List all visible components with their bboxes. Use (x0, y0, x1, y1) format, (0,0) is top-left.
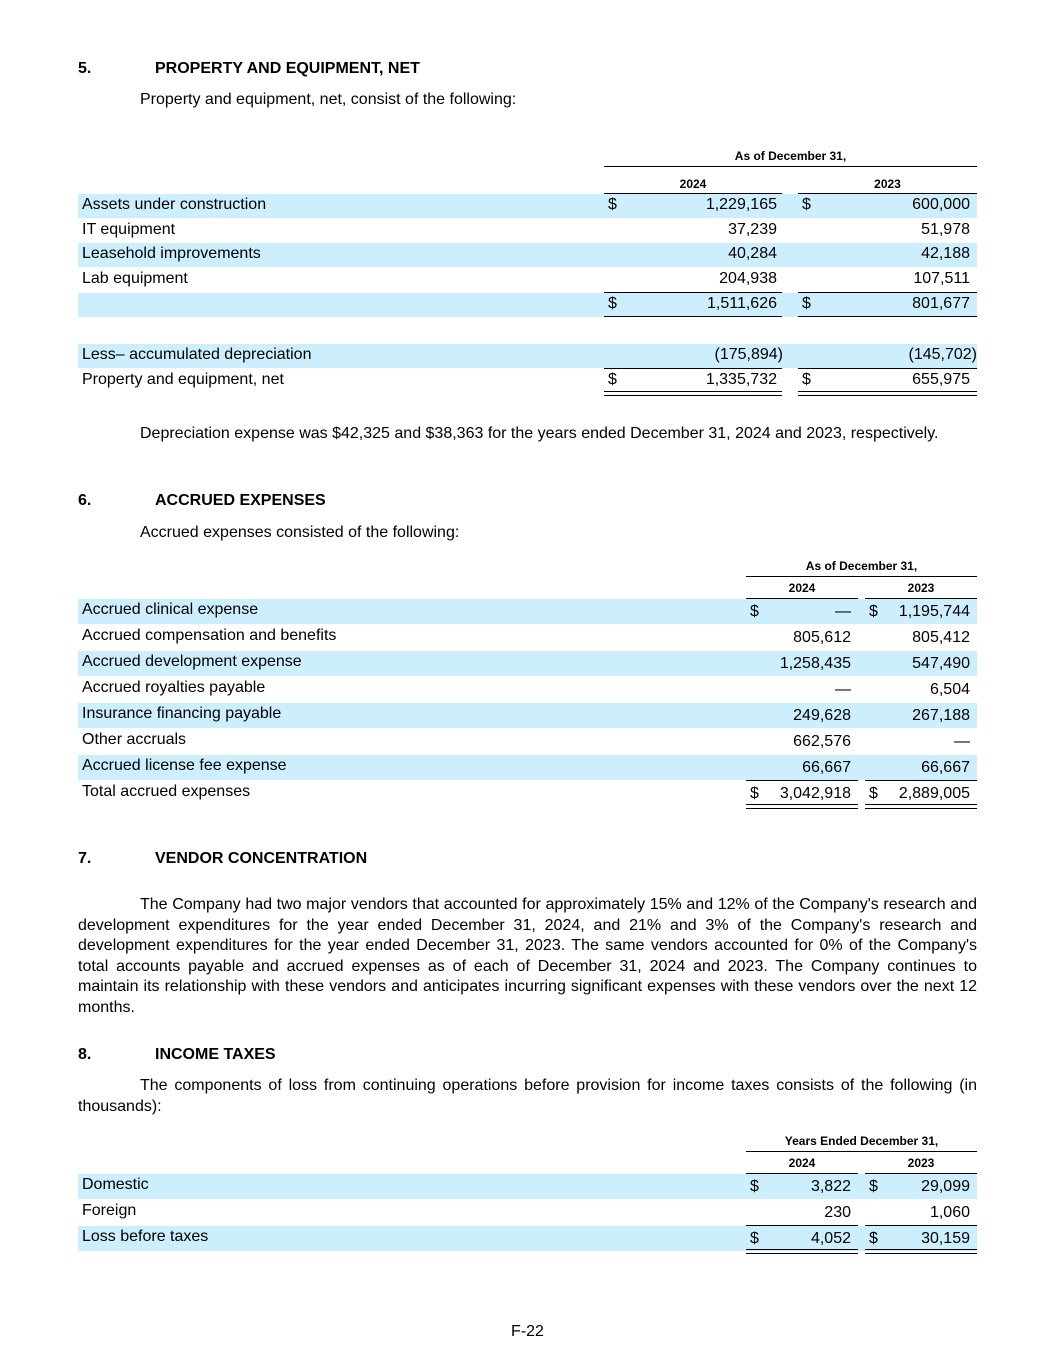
value-2023: 655,975 (912, 371, 970, 388)
page-number: F-22 (511, 1323, 544, 1340)
table-row (78, 703, 977, 728)
currency-2024: $ (750, 785, 759, 802)
value-2024: 4,052 (810, 1230, 851, 1247)
table-group-header: Years Ended December 31, (784, 1134, 939, 1148)
value-2024: 204,938 (719, 270, 777, 287)
value-2023: 600,000 (912, 196, 970, 213)
table-row (78, 599, 977, 624)
value-2023: 42,188 (921, 245, 970, 262)
currency-2023: $ (802, 371, 811, 388)
header-rule (604, 166, 977, 167)
row-label: Assets under construction (82, 196, 267, 213)
row-label: Other accruals (82, 731, 187, 748)
table-row-subtotal (78, 293, 977, 317)
value-2024: 249,628 (793, 707, 851, 724)
value-2024: 230 (824, 1204, 851, 1221)
value-2023: 66,667 (921, 759, 970, 776)
section-5-title: PROPERTY AND EQUIPMENT, NET (155, 60, 420, 77)
row-label: Lab equipment (82, 270, 188, 287)
section-8-intro: The components of loss from continuing operations before provision for income taxes consists of the following (in thousands): (78, 1077, 977, 1115)
value-2023: 1,060 (929, 1204, 970, 1221)
table-row (78, 268, 977, 292)
table-row-total (78, 1226, 977, 1251)
value-2023: 2,889,005 (898, 785, 970, 802)
value-2024: 1,335,732 (705, 371, 777, 388)
table-group-header: As of December 31, (805, 559, 918, 573)
currency-2024: $ (608, 371, 617, 388)
value-2023: 6,504 (929, 681, 970, 698)
value-2024: 1,258,435 (779, 655, 851, 672)
value-2023: 29,099 (921, 1178, 970, 1195)
value-2023: 107,511 (913, 270, 970, 287)
value-2023: 547,490 (912, 655, 970, 672)
currency-2023: $ (869, 603, 878, 620)
value-2023: 1,195,744 (898, 603, 970, 620)
value-2024: 1,511,626 (707, 295, 777, 312)
table-row (78, 243, 977, 267)
section-8-number: 8. (78, 1046, 92, 1063)
double-underline (865, 1249, 977, 1254)
section-6-title: ACCRUED EXPENSES (155, 492, 326, 509)
value-2023: 30,159 (921, 1230, 970, 1247)
value-2023: (145,702) (908, 346, 977, 363)
section-7-number: 7. (78, 850, 92, 867)
currency-2023: $ (869, 1178, 878, 1195)
value-2023: 801,677 (912, 295, 970, 312)
table-row (78, 755, 977, 780)
value-2023: 805,412 (912, 629, 970, 646)
value-2024: 3,042,918 (779, 785, 851, 802)
currency-2024: $ (608, 196, 617, 213)
header-rule (746, 576, 977, 577)
value-2023: 267,188 (912, 707, 970, 724)
row-label: Property and equipment, net (82, 371, 284, 388)
currency-2023: $ (869, 785, 878, 802)
value-2024: 1,229,165 (705, 196, 777, 213)
column-header-2023: 2023 (907, 581, 935, 595)
table-row (78, 625, 977, 650)
currency-2023: $ (869, 1230, 878, 1247)
row-label: Foreign (82, 1202, 137, 1219)
currency-2024: $ (750, 1230, 759, 1247)
depreciation-note: Depreciation expense was $42,325 and $38,363 for the years ended December 31, 2024 and 2023, respectively. (140, 425, 939, 442)
value-2023: — (954, 733, 970, 750)
table-row (78, 219, 977, 243)
currency-2023: $ (802, 295, 811, 312)
row-label: Accrued royalties payable (82, 679, 266, 696)
table-row-total (78, 781, 977, 806)
row-label: Accrued compensation and benefits (82, 627, 337, 644)
value-2024: 37,239 (728, 221, 777, 238)
row-label: Accrued development expense (82, 653, 302, 670)
column-header-2024: 2024 (788, 581, 816, 595)
row-label: Domestic (82, 1176, 149, 1193)
row-label: Loss before taxes (82, 1228, 209, 1245)
double-underline (798, 391, 977, 396)
value-2024: 3,822 (810, 1178, 851, 1195)
section-8-title: INCOME TAXES (155, 1046, 276, 1063)
row-label: Insurance financing payable (82, 705, 282, 722)
column-header-2024: 2024 (788, 1156, 816, 1170)
currency-2024: $ (750, 603, 759, 620)
table-row-total (78, 369, 977, 393)
double-underline (746, 1249, 858, 1254)
double-underline (865, 804, 977, 809)
value-2024: 805,612 (793, 629, 851, 646)
table-row (78, 1200, 977, 1225)
value-2023: 51,978 (921, 221, 970, 238)
subtotal-bottom-rule (798, 316, 977, 317)
row-label: Leasehold improvements (82, 245, 261, 262)
table-row (78, 194, 977, 218)
section-7-title: VENDOR CONCENTRATION (155, 850, 368, 867)
currency-2024: $ (750, 1178, 759, 1195)
value-2024: 662,576 (793, 733, 851, 750)
subtotal-bottom-rule (604, 316, 782, 317)
value-2024: — (835, 603, 851, 620)
row-label: Total accrued expenses (82, 783, 251, 800)
table-row (78, 344, 977, 368)
section-6-intro: Accrued expenses consisted of the following: (140, 524, 460, 541)
currency-2023: $ (802, 196, 811, 213)
row-label: Accrued license fee expense (82, 757, 287, 774)
table-row (78, 729, 977, 754)
table-group-header: As of December 31, (734, 149, 847, 163)
double-underline (604, 391, 782, 396)
double-underline (746, 804, 858, 809)
table-row (78, 1174, 977, 1199)
value-2024: 66,667 (802, 759, 851, 776)
vendor-concentration-body: The Company had two major vendors that accounted for approximately 15% and 12% of the Company's research and development expenditures for the year ended December 31, 2024, and 21% and 3% of the Company's research and development expenditures for the year ended December 31, 2023. The same vendors accounted for 0% of the Company's total accounts payable and accrued expenses as of each of December 31, 2024 and 2023. The Company continues to maintain its relationship with these vendors and anticipates incurring significant expenses with these vendors over the next 12 months. (78, 896, 977, 1016)
section-5-intro: Property and equipment, net, consist of the following: (140, 91, 517, 108)
value-2024: — (835, 681, 851, 698)
column-header-2023: 2023 (874, 177, 901, 191)
section-5-number: 5. (78, 60, 92, 77)
value-2024: 40,284 (728, 245, 777, 262)
header-rule (746, 1151, 977, 1152)
table-row (78, 677, 977, 702)
column-header-2024: 2024 (679, 177, 707, 191)
row-label: Less– accumulated depreciation (82, 346, 312, 363)
currency-2024: $ (608, 295, 617, 312)
row-label: Accrued clinical expense (82, 601, 259, 618)
table-row (78, 651, 977, 676)
section-6-number: 6. (78, 492, 92, 509)
row-label: IT equipment (82, 221, 176, 238)
column-header-2023: 2023 (907, 1156, 935, 1170)
value-2024: (175,894) (714, 346, 783, 363)
